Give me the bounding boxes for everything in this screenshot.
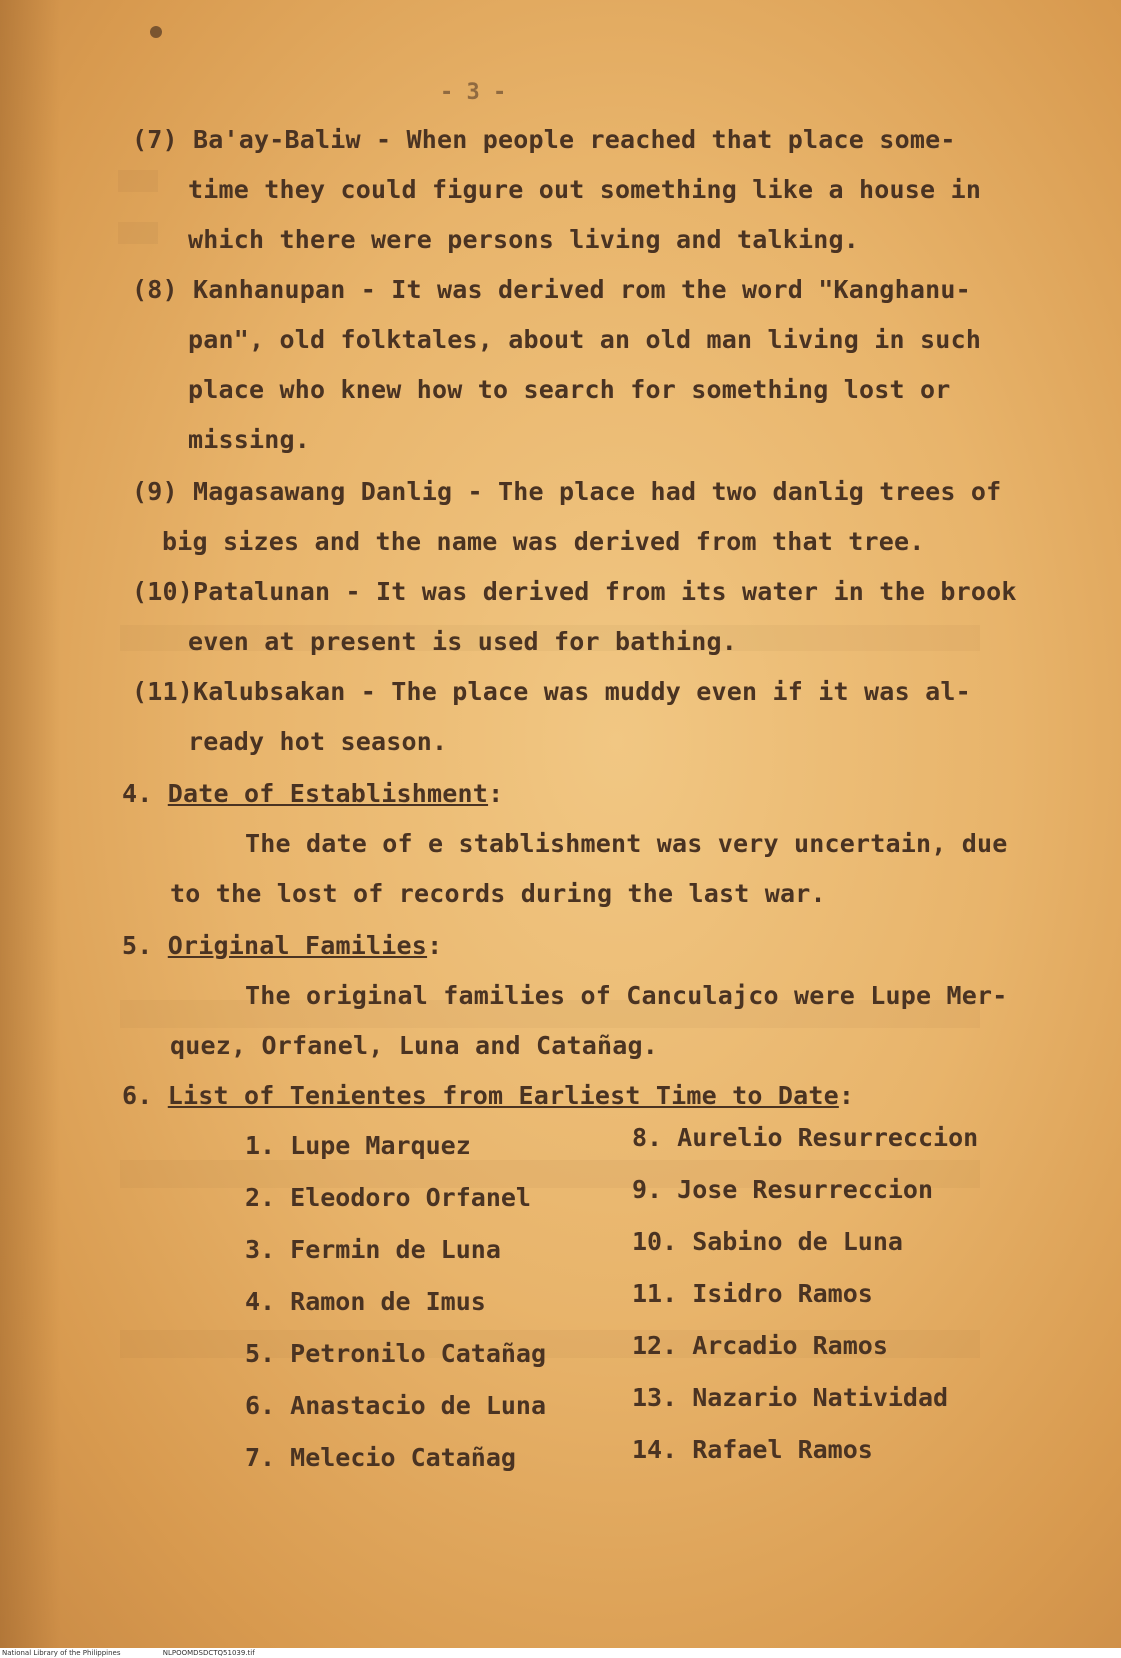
teniente-item: 11. Isidro Ramos	[632, 1279, 873, 1308]
paragraph-11-line-1: (11)Kalubsakan - The place was muddy even if it was al-	[132, 677, 971, 706]
section-4-line-1: The date of e stablishment was very uncertain, due	[245, 829, 1008, 858]
paragraph-11-line-2: ready hot season.	[188, 727, 448, 756]
teniente-item: 7. Melecio Catañag	[245, 1443, 516, 1472]
scan-footer	[0, 1648, 1121, 1658]
teniente-item: 1. Lupe Marquez	[245, 1131, 471, 1160]
page-number: - 3 -	[440, 80, 507, 105]
paragraph-8-line-1: (8) Kanhanupan - It was derived rom the word "Kanghanu-	[132, 275, 971, 304]
section-4-colon: :	[488, 779, 504, 808]
section-4-number: 4.	[122, 779, 153, 808]
section-6-heading	[122, 1081, 854, 1110]
paragraph-7-line-2: time they could figure out something like a house in	[188, 175, 982, 204]
footer-library: National Library of the Philippines	[2, 1649, 121, 1657]
teniente-item: 9. Jose Resurreccion	[632, 1175, 934, 1204]
paragraph-9-line-1: (9) Magasawang Danlig - The place had two danlig trees of	[132, 477, 1002, 506]
paragraph-8-line-3: place who knew how to search for something lost or	[188, 375, 951, 404]
teniente-item: 13. Nazario Natividad	[632, 1383, 949, 1412]
teniente-item: 6. Anastacio de Luna	[245, 1391, 547, 1420]
section-6-number: 6.	[122, 1081, 153, 1110]
paragraph-7-line-1: (7) Ba'ay-Baliw - When people reached that place some-	[132, 125, 956, 154]
tenientes-right-column	[632, 1112, 978, 1476]
section-5-colon: :	[427, 931, 443, 960]
section-6-colon: :	[838, 1081, 855, 1110]
paragraph-10-line-1: (10)Patalunan - It was derived from its water in the brook	[132, 577, 1017, 606]
paragraph-7-line-3: which there were persons living and talking.	[188, 225, 860, 254]
bleed-through-mark	[118, 170, 158, 192]
bleed-through-mark	[118, 222, 158, 244]
section-6-title: List of Tenientes from Earliest Time to Date	[167, 1081, 839, 1110]
teniente-item: 4. Ramon de Imus	[245, 1287, 486, 1316]
teniente-item: 14. Rafael Ramos	[632, 1435, 873, 1464]
teniente-item: 2. Eleodoro Orfanel	[245, 1183, 531, 1212]
paragraph-10-line-2: even at present is used for bathing.	[188, 627, 738, 656]
section-5-line-2: quez, Orfanel, Luna and Catañag.	[170, 1031, 659, 1060]
teniente-item: 10. Sabino de Luna	[632, 1227, 903, 1256]
teniente-item: 3. Fermin de Luna	[245, 1235, 501, 1264]
ink-dot	[150, 26, 162, 38]
section-5-title: Original Families	[167, 931, 428, 960]
teniente-item: 12. Arcadio Ramos	[632, 1331, 888, 1360]
section-4-title: Date of Establishment	[167, 779, 489, 808]
teniente-item: 8. Aurelio Resurreccion	[632, 1123, 979, 1152]
section-5-heading	[122, 931, 442, 960]
section-5-number: 5.	[122, 931, 153, 960]
paragraph-8-line-2: pan", old folktales, about an old man living in such	[188, 325, 982, 354]
paragraph-8-line-4: missing.	[188, 425, 311, 454]
section-4-line-2: to the lost of records during the last war.	[170, 879, 826, 908]
teniente-item: 5. Petronilo Catañag	[245, 1339, 547, 1368]
footer-filename: NLPOOMDSDCTQ51039.tif	[162, 1649, 255, 1657]
section-5-line-1: The original families of Canculajco were Lupe Mer-	[245, 981, 1008, 1010]
tenientes-left-column	[245, 1120, 546, 1484]
section-4-heading	[122, 779, 503, 808]
paragraph-9-line-2: big sizes and the name was derived from that tree.	[162, 527, 925, 556]
page-edge-shadow	[0, 0, 60, 1648]
